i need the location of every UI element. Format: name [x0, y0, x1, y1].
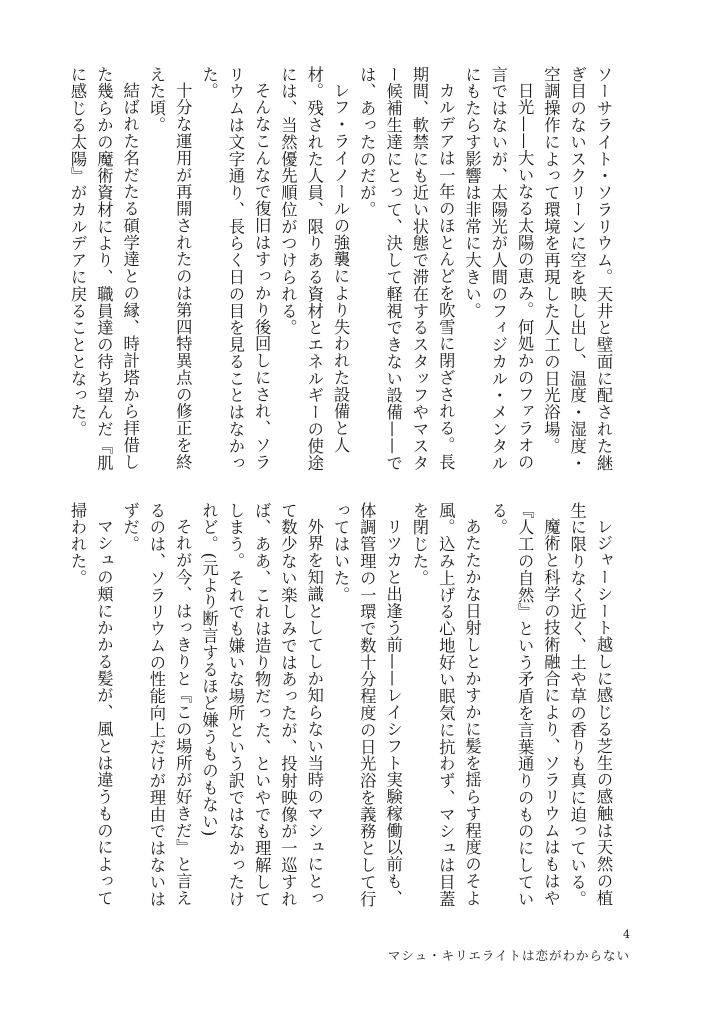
- paragraph: 十分な運用が再開されたのは第四特異点の修正を終えた頃。: [146, 66, 193, 471]
- paragraph: そんなこんなで復旧はすっかり後回しにされ、ソラリウムは文字通り、長らく日の目を見ることはなかった。: [199, 66, 272, 472]
- bottom-text-block: [68, 502, 616, 912]
- paragraph: あたたかな日射しとかすかに髪を揺らす程度のそよ風。込み上げる心地好い眠気に抗わず、マシュは目蓋を閉じた。: [409, 502, 482, 908]
- paragraph: マシュの頬にかかる髪が、風とは違うものによって掃われた。: [68, 502, 114, 907]
- paragraph: レフ・ライノールの強襲により失われた設備と人材。残された人員、限りある資材とエネルギーの使途には、当然優先順位がつけられる。: [278, 66, 351, 472]
- paragraph: それが今、はっきりと『この場所が好きだ』と言えるのは、ソラリウムの性能向上だけが理由ではないはずだ。: [120, 502, 193, 908]
- paragraph: 魔術と科学の技術融合により、ソラリウムはもはや『人工の自然』という矛盾を言葉通りのものにしている。: [488, 502, 561, 908]
- paragraph: 日光——大いなる太陽の恵み。何処かのファラオの言ではないが、太陽光が人間のフィジカル・メンタルにもたらす影響は非常に大きい。: [462, 66, 535, 472]
- paragraph: レジャーシート越しに感じる芝生の感触は天然の植生に限りなく近く、土や草の香りも真に迫っている。: [567, 502, 613, 908]
- paragraph: カルデアは一年のほとんどを吹雪に閉ざされる。長期間、軟禁にも近い状態で滞在するスタッフやマスター候補生達にとって、決して軽視できない設備——では、あったのだが。: [357, 66, 456, 472]
- page-number: 4: [623, 928, 630, 941]
- paragraph: 結ばれた名だたる碩学達との縁、時計塔から拝借した幾らかの魔術資材により、職員達の待ち望んだ『肌に感じる太陽』がカルデアに戻ることとなった。: [68, 66, 140, 472]
- paragraph: 外界を知識としてしか知らない当時のマシュにとって数少ない楽しみではあったが、投射映像が一巡すれば、ああ、これは造り物だった、といやでも理解してしまう。それでも嫌いな場所という訳ではなかったけれど。(元より断言するほど嫌うものもない): [199, 502, 324, 908]
- running-title: マシュ・キリエライトは恋がわからない: [387, 948, 630, 963]
- top-text-block: [68, 66, 616, 476]
- paragraph: リツカと出逢う前——レイシフト実験稼働以前も、体調管理の一環で数十分程度の日光浴を義務として行ってはいた。: [331, 502, 403, 908]
- paragraph: ソーサライト・ソラリウム。天井と壁面に配された継ぎ目のないスクリーンに空を映し出し、温度・湿度・空調操作によって環境を再現した人工の日光浴場。: [541, 66, 613, 472]
